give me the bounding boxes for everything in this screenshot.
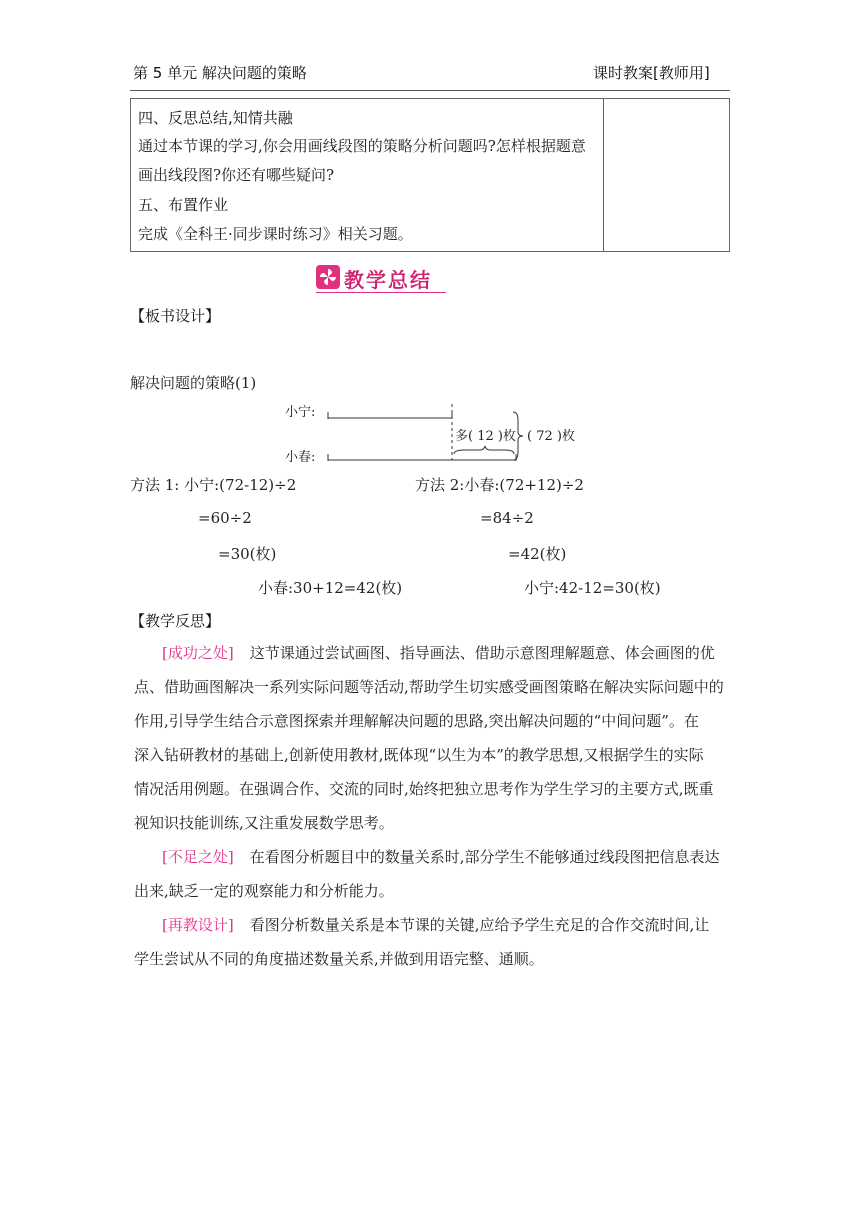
- method1-line: 小春:30+12=42(枚): [258, 579, 403, 597]
- banner-underline: [316, 292, 446, 293]
- paragraph-line: 出来,缺乏一定的观察能力和分析能力。: [134, 882, 394, 900]
- success-tag: [成功之处]: [162, 644, 234, 662]
- paragraph-line: 在看图分析题目中的数量关系时,部分学生不能够通过线段图把信息表达: [249, 848, 720, 866]
- redesign-tag: [再教设计]: [162, 916, 234, 934]
- deficiency-paragraph: [134, 840, 734, 908]
- diagram-label-xiaochun: 小春:: [285, 450, 316, 465]
- paragraph-line: 深入钻研教材的基础上,创新使用教材,既体现“以生为本”的教学思想,又根据学生的实际: [134, 746, 704, 764]
- paragraph-line: 作用,引导学生结合示意图探索并理解解决问题的思路,突出解决问题的“中间问题”。在: [134, 712, 699, 730]
- section-reflection-heading: 四、反思总结,知情共融: [138, 109, 293, 127]
- header-divider: [130, 90, 730, 91]
- unit-title: 第 5 单元 解决问题的策略: [133, 64, 307, 82]
- method1-line: =60÷2: [198, 509, 252, 527]
- deficiency-tag: [不足之处]: [162, 848, 234, 866]
- summary-banner-title: 教学总结: [344, 268, 432, 292]
- board-title: 解决问题的策略(1): [130, 374, 257, 392]
- paragraph-line: 情况活用例题。在强调合作、交流的同时,始终把独立思考作为学生学习的主要方式,既重: [134, 780, 714, 798]
- lesson-table: [130, 98, 730, 252]
- method2-line: 小宁:42-12=30(枚): [524, 579, 661, 597]
- method1-line: 方法 1: 小宁:(72-12)÷2: [130, 476, 297, 494]
- method2-line: =42(枚): [508, 545, 567, 563]
- paragraph-line: 看图分析数量关系是本节课的关键,应给予学生充足的合作交流时间,让: [249, 916, 710, 934]
- pinwheel-logo-icon: [316, 265, 340, 289]
- total-label: ( 72 )枚: [527, 429, 575, 444]
- difference-brace: [454, 446, 514, 454]
- doc-type-label: 课时教案[教师用]: [593, 64, 710, 82]
- table-text-line: 通过本节课的学习,你会用画线段图的策略分析问题吗?怎样根据题意: [138, 137, 586, 155]
- redesign-paragraph: [134, 908, 734, 976]
- method2-line: =84÷2: [480, 509, 534, 527]
- summary-banner: [316, 264, 446, 292]
- diagram-label-xiaoning: 小宁:: [285, 405, 316, 420]
- board-design-label: 【板书设计】: [130, 307, 221, 325]
- success-paragraph: [134, 636, 734, 840]
- paragraph-line: 学生尝试从不同的角度描述数量关系,并做到用语完整、通顺。: [134, 950, 544, 968]
- paragraph-line: 点、借助画图解决一系列实际问题等活动,帮助学生切实感受画图策略在解决实际问题中的: [134, 678, 724, 696]
- table-column-divider: [603, 99, 604, 251]
- method1-line: =30(枚): [218, 545, 277, 563]
- paragraph-line: 这节课通过尝试画图、指导画法、借助示意图理解题意、体会画图的优: [249, 644, 715, 662]
- method2-line: 方法 2:小春:(72+12)÷2: [415, 476, 584, 494]
- paragraph-line: 视知识技能训练,又注重发展数学思考。: [134, 814, 394, 832]
- section-homework-heading: 五、布置作业: [138, 196, 229, 214]
- reflection-label: 【教学反思】: [130, 612, 221, 630]
- difference-label: 多( 12 )枚: [455, 429, 516, 444]
- table-text-line: 画出线段图?你还有哪些疑问?: [138, 166, 335, 184]
- table-text-line: 完成《全科王·同步课时练习》相关习题。: [138, 225, 413, 243]
